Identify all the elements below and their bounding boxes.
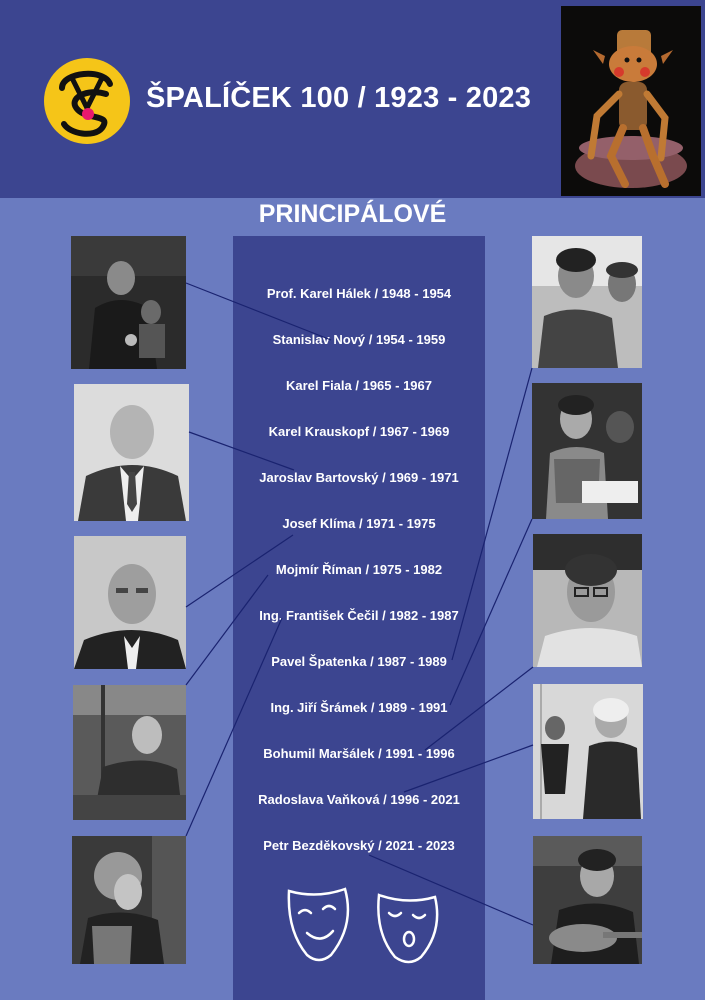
principal-name: Stanislav Nový / 1954 - 1959 bbox=[272, 332, 446, 347]
principal-name: Bohumil Maršálek / 1991 - 1996 bbox=[263, 746, 455, 761]
principal-name: Ing. Jiří Šrámek / 1989 - 1991 bbox=[270, 700, 448, 715]
portrait-photo bbox=[71, 236, 186, 369]
portrait-photo bbox=[533, 836, 642, 964]
portrait-photo bbox=[73, 685, 186, 820]
portrait-photo bbox=[72, 836, 186, 964]
portrait-photo bbox=[74, 536, 186, 669]
portrait-photo bbox=[533, 534, 642, 667]
puppet-photo bbox=[561, 6, 701, 196]
principal-name: Petr Bezděkovský / 2021 - 2023 bbox=[263, 838, 455, 853]
spalicek-logo bbox=[44, 58, 130, 144]
portrait-photo bbox=[74, 384, 189, 521]
principal-name: Mojmír Říman / 1975 - 1982 bbox=[275, 562, 443, 577]
principal-name: Radoslava Vaňková / 1996 - 2021 bbox=[258, 792, 460, 807]
principal-name: Josef Klíma / 1971 - 1975 bbox=[282, 516, 436, 531]
theatre-masks-icon bbox=[283, 885, 443, 965]
portrait-photo bbox=[533, 684, 643, 819]
principal-name: Jaroslav Bartovský / 1969 - 1971 bbox=[259, 470, 459, 485]
section-heading: PRINCIPÁLOVÉ bbox=[258, 200, 447, 228]
principal-name: Prof. Karel Hálek / 1948 - 1954 bbox=[266, 286, 452, 301]
principal-name: Pavel Špatenka / 1987 - 1989 bbox=[271, 654, 447, 669]
principal-name: Karel Fiala / 1965 - 1967 bbox=[286, 378, 432, 393]
page-title: ŠPALÍČEK 100 / 1923 - 2023 bbox=[146, 82, 532, 114]
portrait-photo bbox=[532, 383, 642, 519]
principal-name: Karel Krauskopf / 1967 - 1969 bbox=[268, 424, 450, 439]
portrait-photo bbox=[532, 236, 642, 368]
principal-name: Ing. František Čečil / 1982 - 1987 bbox=[259, 608, 459, 623]
